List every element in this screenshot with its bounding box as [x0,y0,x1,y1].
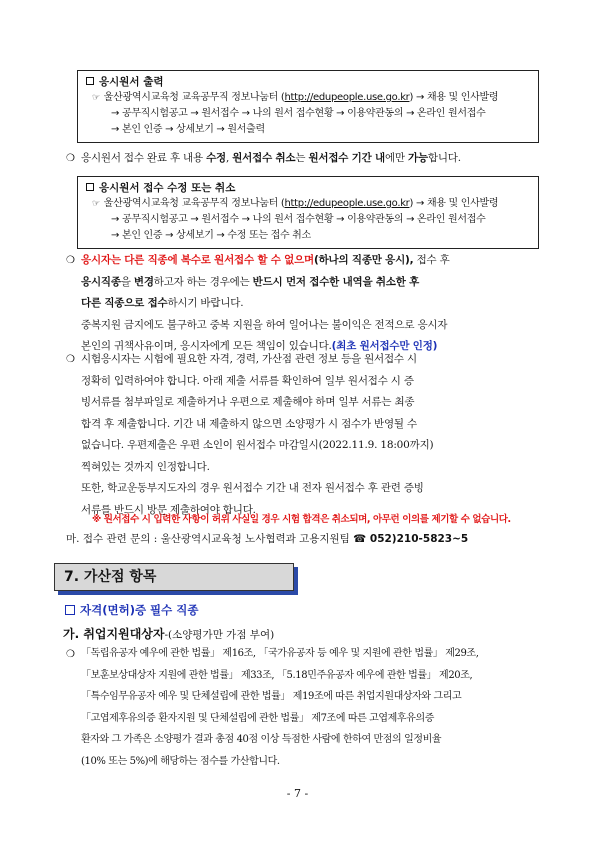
edit-application-box [77,176,539,249]
phone-number: ☎ 052)210-5823~5 [353,533,469,545]
bold-text: 원서접수 취소 [232,152,296,164]
edit-cancel-note [81,148,544,170]
bold-text: 가능 [408,152,428,164]
bold-text: 반드시 먼저 접수한 내역을 취소한 후 [252,275,420,288]
bold-text: (하나의 직종만 응시), [314,254,414,266]
text: 하시기 바랍니다. [167,297,244,309]
contact-text: 마. 접수 관련 문의 : 울산광역시교육청 노사협력과 고용지원팀 [66,533,354,545]
paragraph-line: 「독립유공자 예우에 관한 법률」 제16조, 「국가유공자 등 예우 및 지원에 관한 법률」 제29조, [81,648,479,659]
item-subtitle: -(소양평가만 가점 부여) [164,629,275,641]
note-line [81,272,544,294]
blue-highlight-text: (최초 원서접수만 인정) [331,340,438,352]
bold-text: 응시직종 [81,275,121,288]
text: 접수 후 [413,254,450,266]
bullet-icon: ❍ [66,354,75,365]
box-title-text: 응시원서 접수 수정 또는 취소 [99,182,236,194]
square-icon [86,183,94,191]
paragraph-line: 환자와 그 가족은 소양평가 결과 총점 40점 이상 득점한 사람에 한하여 만점의 일정비율 [81,734,442,745]
document-submission-note [81,349,544,521]
box-line: → 공무직시험공고 → 원서접수 → 나의 원서 접수현황 → 이용약관동의 → 온라인 원서접수 [111,214,486,225]
bold-text: 다른 직종으로 접수 [81,297,168,309]
bold-text: 수정 [206,152,226,164]
portal-link[interactable]: http://edupeople.use.go.kr [284,92,410,103]
note-line: 또한, 학교운동부지도자의 경우 원서접수 기간 내 전자 원서접수 후 관련 증빙 [81,482,424,494]
text: 본인의 귀책사유이며, 응시자에게 모든 책임이 있습니다. [81,340,332,352]
item-title: 가. 취업지원대상자 [63,627,165,641]
note-line: 서류를 반드시 방문 제출하여야 합니다. [81,503,256,516]
box-line: → 본인 인증 → 상세보기 → 수정 또는 접수 취소 [111,230,311,241]
note-line: 없습니다. 우편제출은 우편 소인이 원서접수 마감일시(2022.11.9. 18:00까지) [81,439,434,451]
paragraph-line: 「보훈보상대상자 지원에 관한 법률」 제33조, 「5.18민주유공자 예우에 관한 법률」 제20조, [81,669,473,681]
subsection-title: 자격(면허)증 필수 직종 [80,603,199,617]
subsection-heading [65,602,199,618]
note-line [81,250,544,272]
false-info-warning: ※ 원서접수 시 입력한 사항이 허위 사실일 경우 시험 합격은 취소되며, 아무런 이의를 제기할 수 없습니다. [92,514,511,525]
box-text: 울산광역시교육청 교육공무직 정보나눔터 ( [103,92,285,103]
bullet-icon: ❍ [66,649,75,660]
box-line: → 본인 인증 → 상세보기 → 원서출력 [111,124,265,135]
box-line: → 공무직시험공고 → 원서접수 → 나의 원서 접수현황 → 이용약관동의 → 온라인 원서접수 [111,108,486,119]
note-line: 찍혀있는 것까지 인정합니다. [81,460,210,473]
text: , [225,152,233,164]
note-line: 중복지원 금지에도 불구하고 중복 지원을 하여 일어나는 불이익은 전적으로 응시자 [81,318,448,331]
text: 에만 [384,152,408,164]
box-text: 울산광역시교육청 교육공무직 정보나눔터 ( [103,198,285,209]
square-icon [86,77,94,85]
item-heading [63,625,274,642]
page-number: - 7 - [286,787,309,800]
note-line [81,293,544,315]
bold-text: 변경 [133,275,154,288]
paragraph-line: 「고엽제후유의증 환자지원 및 단체설립에 관한 법률」 제7조에 따른 고엽제후유의증 [81,712,434,724]
bullet-icon: ❍ [66,153,75,164]
text: 하고자 하는 경우에는 [153,275,253,288]
note-line: 합격 후 제출합니다. 기간 내 제출하지 않으면 소양평가 시 점수가 반영될 수 [81,417,417,430]
box-text: ) → 채용 및 인사발령 [409,198,499,209]
section-heading: 7. 가산점 항목 [54,563,294,591]
text: 는 [295,152,309,164]
print-application-box [77,70,539,143]
box-line [86,90,530,106]
paragraph-line: 「특수임무유공자 예우 및 단체설립에 관한 법률」 제19조에 따른 취업지원대상자와 그리고 [81,691,462,702]
box-title [86,75,530,90]
box-title [86,181,530,196]
portal-link[interactable]: http://edupeople.use.go.kr [284,198,410,209]
bold-text: 원서접수 기간 내 [308,152,385,164]
box-text: ) → 채용 및 인사발령 [409,92,499,103]
box-line [86,196,530,212]
text: 응시원서 접수 완료 후 내용 [81,152,207,164]
contact-line [66,531,468,546]
veteran-bonus-paragraph [81,643,544,772]
note-line: 정확히 입력하여야 합니다. 아래 제출 서류를 확인하여 일부 원서접수 시 증 [81,374,414,387]
red-warning-text: 응시자는 다른 직종에 복수로 원서접수 할 수 없으며 [81,254,314,266]
pointing-hand-icon: ☞ [92,93,100,103]
paragraph-line: (10% 또는 5%)에 해당하는 점수를 가산합니다. [81,755,280,767]
checkbox-square-icon [65,605,75,615]
pointing-hand-icon: ☞ [92,199,100,209]
note-line: 시험응시자는 시험에 필요한 자격, 경력, 가산점 관련 정보 등을 원서접수 시 [81,353,417,365]
box-title-text: 응시원서 출력 [99,76,164,88]
duplicate-application-note [81,250,544,358]
text: 합니다. [427,152,461,164]
text: 을 [120,275,134,288]
bullet-icon: ❍ [66,255,75,266]
note-line: 빙서류를 첨부파일로 제출하거나 우편으로 제출해야 하며 일부 서류는 최종 [81,396,415,408]
